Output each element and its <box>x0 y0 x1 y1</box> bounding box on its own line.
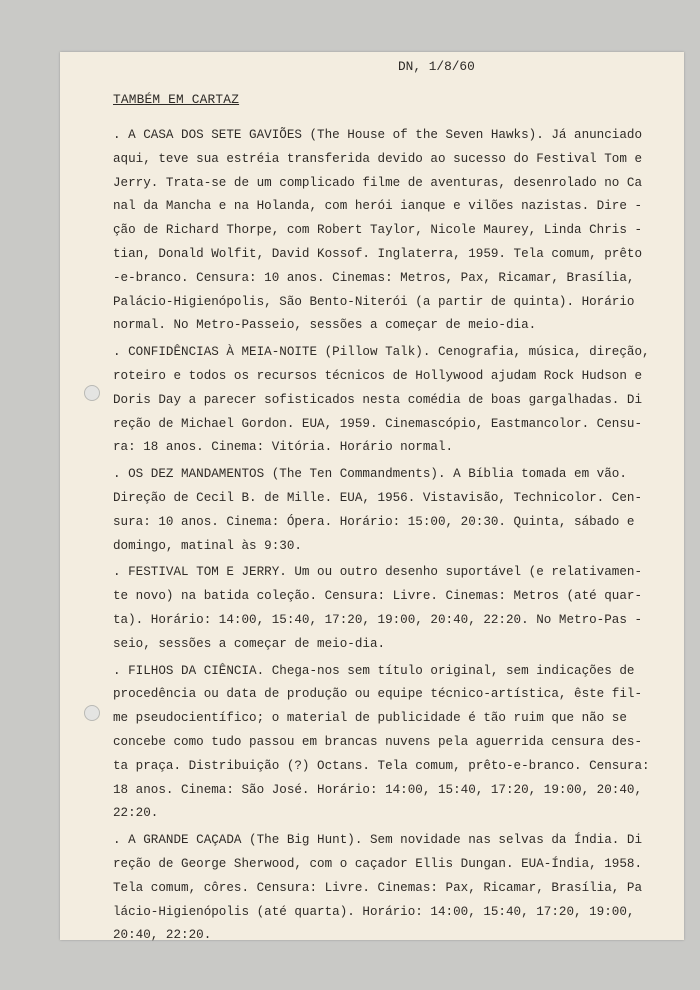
text-line: me pseudocientífico; o material de publicidade é tão ruim que não se <box>113 711 627 726</box>
text-line: Jerry. Trata-se de um complicado filme de aventuras, desenrolado no Ca <box>113 175 643 190</box>
entry-filhos-da-ciencia <box>113 660 673 827</box>
text-line: ra: 18 anos. Cinema: Vitória. Horário normal. <box>113 440 454 455</box>
text-line: . A GRANDE CAÇADA (The Big Hunt). Sem novidade nas selvas da Índia. Di <box>113 833 643 848</box>
text-line: Direção de Cecil B. de Mille. EUA, 1956. Vistavisão, Technicolor. Cen- <box>113 490 643 505</box>
text-line: lácio-Higienópolis (até quarta). Horário: 14:00, 15:40, 17:20, 19:00, <box>113 904 635 919</box>
text-line: sura: 10 anos. Cinema: Ópera. Horário: 15:00, 20:30. Quinta, sábado e <box>113 514 635 529</box>
text-line: . CONFIDÊNCIAS À MEIA-NOITE (Pillow Talk). Cenografia, música, direção, <box>113 345 650 360</box>
text-line: ção de Richard Thorpe, com Robert Taylor, Nicole Maurey, Linda Chris - <box>113 223 643 238</box>
text-line: . FESTIVAL TOM E JERRY. Um ou outro desenho suportável (e relativamen- <box>113 565 643 580</box>
text-line: Tela comum, côres. Censura: Livre. Cinemas: Pax, Ricamar, Brasília, Pa <box>113 880 643 895</box>
text-line: te novo) na batida coleção. Censura: Livre. Cinemas: Metros (até quar- <box>113 589 643 604</box>
text-line: normal. No Metro-Passeio, sessões a começar de meio-dia. <box>113 318 537 333</box>
text-line: procedência ou data de produção ou equipe técnico-artística, êste fil- <box>113 687 643 702</box>
text-line: Palácio-Higienópolis, São Bento-Niterói (a partir de quinta). Horário <box>113 294 635 309</box>
text-line: roteiro e todos os recursos técnicos de Hollywood ajudam Rock Hudson e <box>113 368 643 383</box>
text-line: reção de George Sherwood, com o caçador Ellis Dungan. EUA-Índia, 1958. <box>113 856 643 871</box>
document-reference: DN, 1/8/60 <box>398 59 475 74</box>
text-line: reção de Michael Gordon. EUA, 1959. Cinemascópio, Eastmancolor. Censu- <box>113 416 643 431</box>
text-line: Doris Day a parecer sofisticados nesta comédia de boas gargalhadas. Di <box>113 392 643 407</box>
entry-a-grande-cacada <box>113 829 673 948</box>
film-listings <box>113 124 673 951</box>
text-line: . OS DEZ MANDAMENTOS (The Ten Commandments). A Bíblia tomada em vão. <box>113 467 627 482</box>
text-line: domingo, matinal às 9:30. <box>113 538 302 553</box>
text-line: nal da Mancha e na Holanda, com herói ianque e vilões nazistas. Dire - <box>113 199 643 214</box>
text-line: 20:40, 22:20. <box>113 928 212 943</box>
text-line: 22:20. <box>113 806 159 821</box>
text-line: aqui, teve sua estréia transferida devido ao sucesso do Festival Tom e <box>113 151 643 166</box>
text-line: ta praça. Distribuição (?) Octans. Tela comum, prêto-e-branco. Censura: <box>113 758 650 773</box>
text-line: 18 anos. Cinema: São José. Horário: 14:00, 15:40, 17:20, 19:00, 20:40, <box>113 782 643 797</box>
page-title: TAMBÉM EM CARTAZ <box>113 92 240 107</box>
entry-casa-dos-sete-gavioes <box>113 124 673 338</box>
entry-confidencias-a-meia-noite <box>113 341 673 460</box>
text-line: concebe como tudo passou em brancas nuvens pela aguerrida censura des- <box>113 734 643 749</box>
entry-os-dez-mandamentos <box>113 463 673 558</box>
text-line: tian, Donald Wolfit, David Kossof. Inglaterra, 1959. Tela comum, prêto <box>113 246 643 261</box>
punch-hole-bottom <box>84 705 100 721</box>
punch-hole-top <box>84 385 100 401</box>
entry-festival-tom-e-jerry <box>113 561 673 656</box>
text-line: seio, sessões a começar de meio-dia. <box>113 636 386 651</box>
text-line: -e-branco. Censura: 10 anos. Cinemas: Metros, Pax, Ricamar, Brasília, <box>113 270 635 285</box>
text-line: . FILHOS DA CIÊNCIA. Chega-nos sem título original, sem indicações de <box>113 663 635 678</box>
typewritten-page <box>60 52 684 943</box>
text-line: . A CASA DOS SETE GAVIÕES (The House of the Seven Hawks). Já anunciado <box>113 128 643 142</box>
text-line: ta). Horário: 14:00, 15:40, 17:20, 19:00, 20:40, 22:20. No Metro-Pas - <box>113 612 643 627</box>
